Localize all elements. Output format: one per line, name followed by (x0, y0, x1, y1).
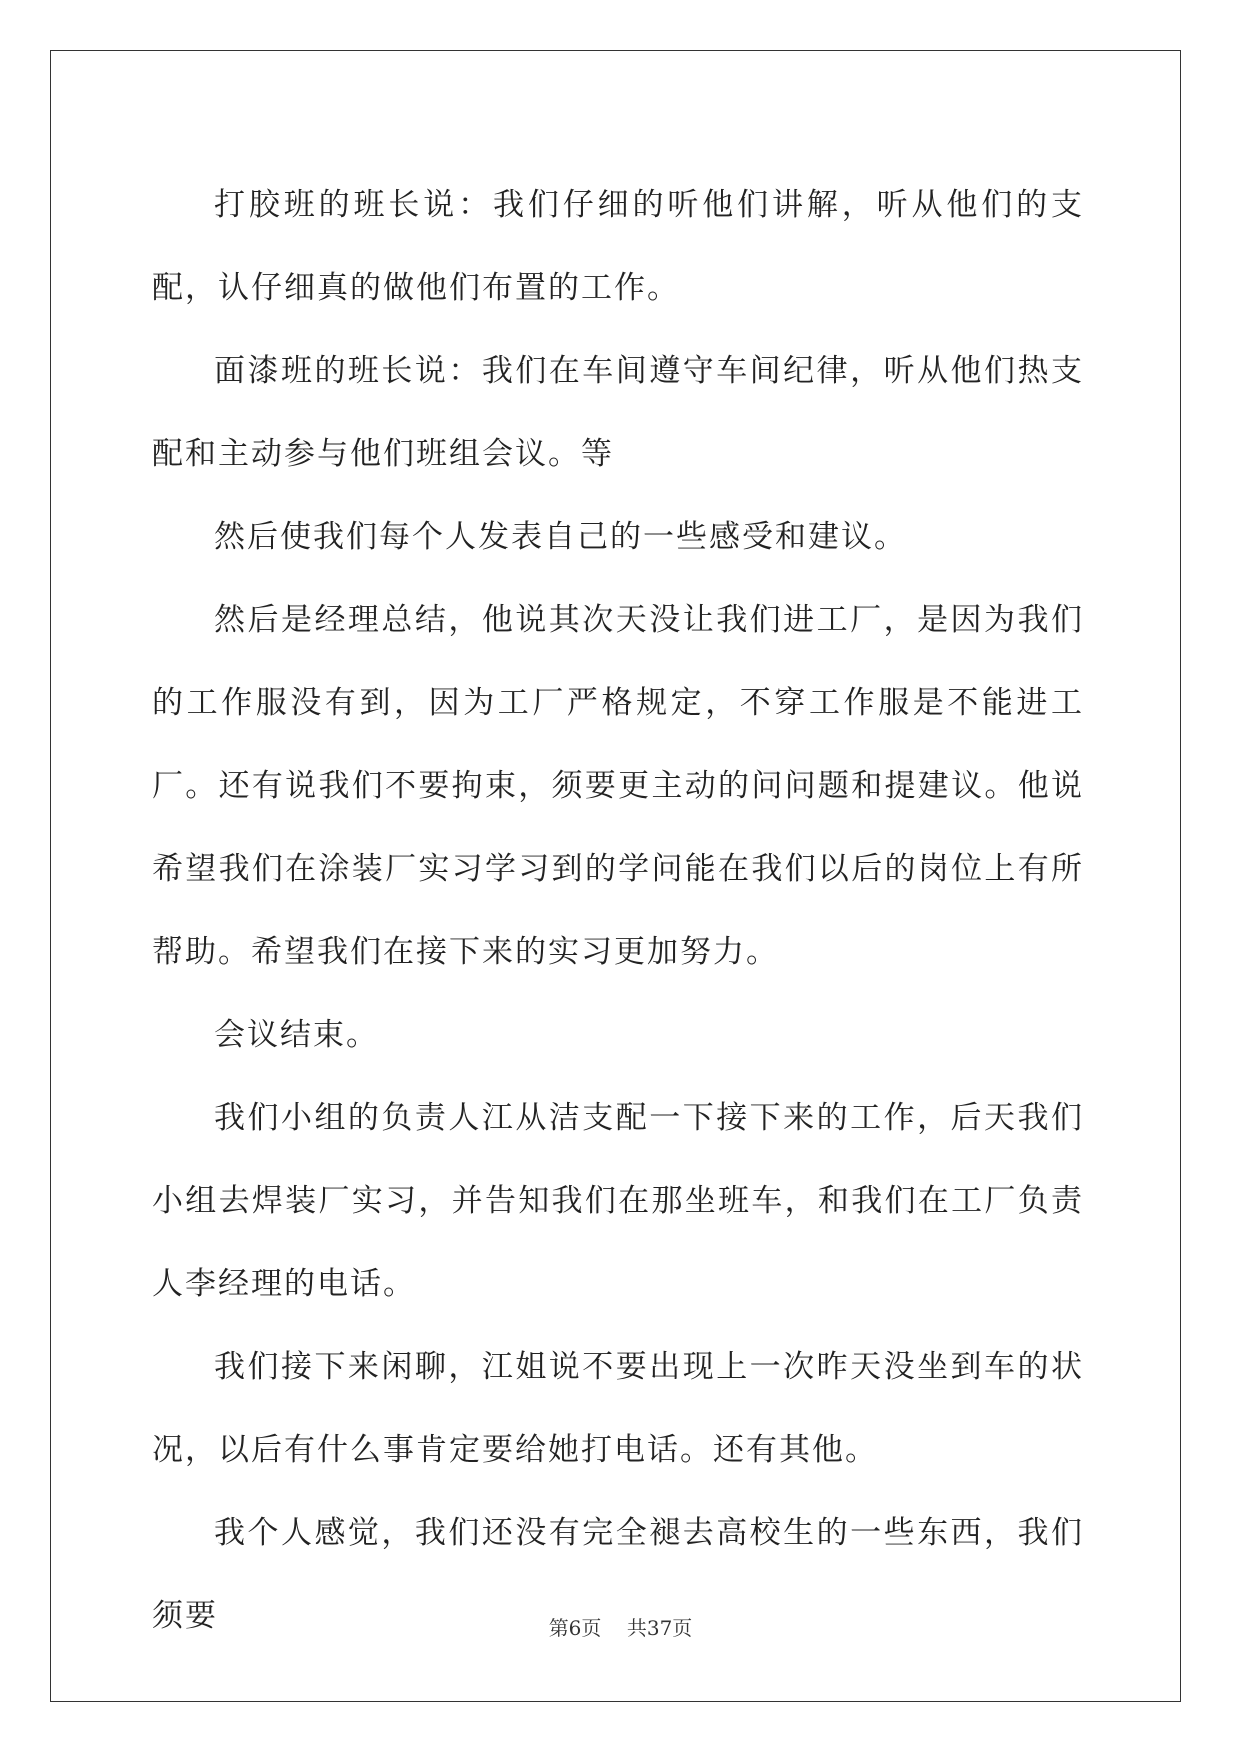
page-number-footer (0, 1612, 1241, 1641)
current-page-label: 第6页 (548, 1616, 602, 1640)
paragraph: 我们小组的负责人江从洁支配一下接下来的工作，后天我们小组去焊装厂实习，并告知我们在那坐班车，和我们在工厂负责人李经理的电话。 (152, 1100, 1084, 1302)
paragraph: 然后使我们每个人发表自己的一些感受和建议。 (214, 519, 907, 555)
paragraph: 面漆班的班长说：我们在车间遵守车间纪律，听从他们热支配和主动参与他们班组会议。等 (152, 353, 1084, 472)
total-pages-label: 共37页 (626, 1616, 693, 1640)
document-body (152, 164, 1084, 1658)
paragraph: 我个人感觉，我们还没有完全褪去高校生的一些东西，我们须要 (152, 1515, 1084, 1634)
paragraph: 会议结束。 (214, 1017, 379, 1053)
paragraph: 打胶班的班长说：我们仔细的听他们讲解，听从他们的支配，认仔细真的做他们布置的工作。 (152, 187, 1084, 306)
paragraph: 我们接下来闲聊，江姐说不要出现上一次昨天没坐到车的状况，以后有什么事肯定要给她打电话。还有其他。 (152, 1349, 1084, 1468)
paragraph: 然后是经理总结，他说其次天没让我们进工厂，是因为我们的工作服没有到，因为工厂严格规定，不穿工作服是不能进工厂。还有说我们不要拘束，须要更主动的问问题和提建议。他说希望我们在涂装厂实习学习到的学问能在我们以后的岗位上有所帮助。希望我们在接下来的实习更加努力。 (152, 602, 1084, 970)
